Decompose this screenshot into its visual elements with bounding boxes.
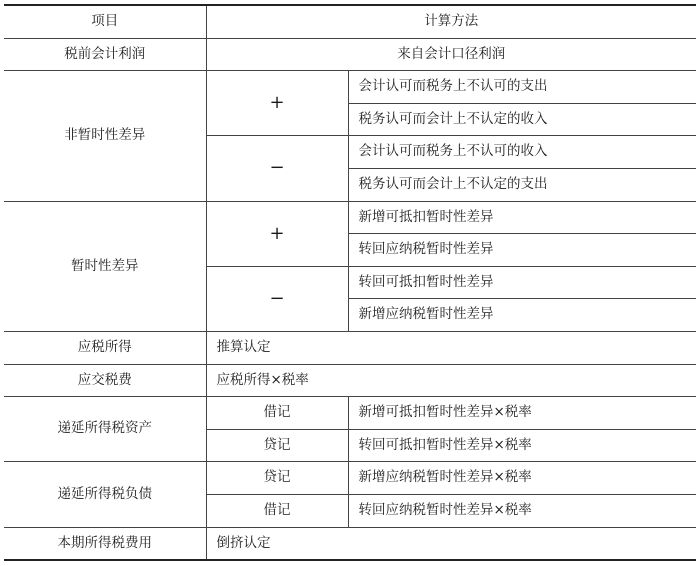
row-label-taxable-income: 应税所得: [4, 331, 206, 364]
minus-sign: −: [206, 136, 348, 201]
table-row-deferred-tax-asset: [4, 397, 696, 430]
header-method: 计算方法: [206, 5, 696, 38]
entry-side: 贷记: [206, 429, 348, 462]
row-method-pretax-profit: 来自会计口径利润: [206, 38, 696, 71]
temporary-plus-item-1: 新增可抵扣暂时性差异: [348, 201, 696, 234]
row-label-tax-payable: 应交税费: [4, 364, 206, 397]
table-row-tax-payable: [4, 364, 696, 397]
row-label-deferred-tax-asset: 递延所得税资产: [4, 397, 206, 462]
header-item: 项目: [4, 5, 206, 38]
table-row-permanent-diff: [4, 71, 696, 104]
permanent-minus-item-1: 会计认可而税务上不认可的收入: [348, 136, 696, 169]
temporary-minus-item-2: 新增应纳税暂时性差异: [348, 299, 696, 332]
entry-side: 借记: [206, 397, 348, 430]
table-row-temporary-diff: [4, 201, 696, 234]
row-method-income-tax-expense: 倒挤认定: [206, 527, 696, 560]
minus-sign: −: [206, 266, 348, 331]
permanent-plus-item-2: 税务认可而会计上不认定的收入: [348, 103, 696, 136]
table-row-income-tax-expense: [4, 527, 696, 560]
permanent-plus-item-1: 会计认可而税务上不认可的支出: [348, 71, 696, 104]
row-label-permanent-diff: 非暂时性差异: [4, 71, 206, 201]
entry-text: 新增应纳税暂时性差异×税率: [348, 462, 696, 495]
plus-sign: +: [206, 71, 348, 136]
entry-text: 新增可抵扣暂时性差异×税率: [348, 397, 696, 430]
row-label-deferred-tax-liability: 递延所得税负债: [4, 462, 206, 527]
table-row-taxable-income: [4, 331, 696, 364]
row-method-tax-payable: 应税所得×税率: [206, 364, 696, 397]
table-header-row: [4, 5, 696, 38]
entry-text: 转回应纳税暂时性差异×税率: [348, 494, 696, 527]
row-label-temporary-diff: 暂时性差异: [4, 201, 206, 331]
plus-sign: +: [206, 201, 348, 266]
table-row-pretax-profit: [4, 38, 696, 71]
permanent-minus-item-2: 税务认可而会计上不认定的支出: [348, 168, 696, 201]
entry-side: 贷记: [206, 462, 348, 495]
table-row-deferred-tax-liability: [4, 462, 696, 495]
row-method-taxable-income: 推算认定: [206, 331, 696, 364]
temporary-minus-item-1: 转回可抵扣暂时性差异: [348, 266, 696, 299]
row-label-income-tax-expense: 本期所得税费用: [4, 527, 206, 560]
temporary-plus-item-2: 转回应纳税暂时性差异: [348, 234, 696, 267]
entry-side: 借记: [206, 494, 348, 527]
tax-accounting-table: [4, 4, 696, 561]
row-label-pretax-profit: 税前会计利润: [4, 38, 206, 71]
entry-text: 转回可抵扣暂时性差异×税率: [348, 429, 696, 462]
